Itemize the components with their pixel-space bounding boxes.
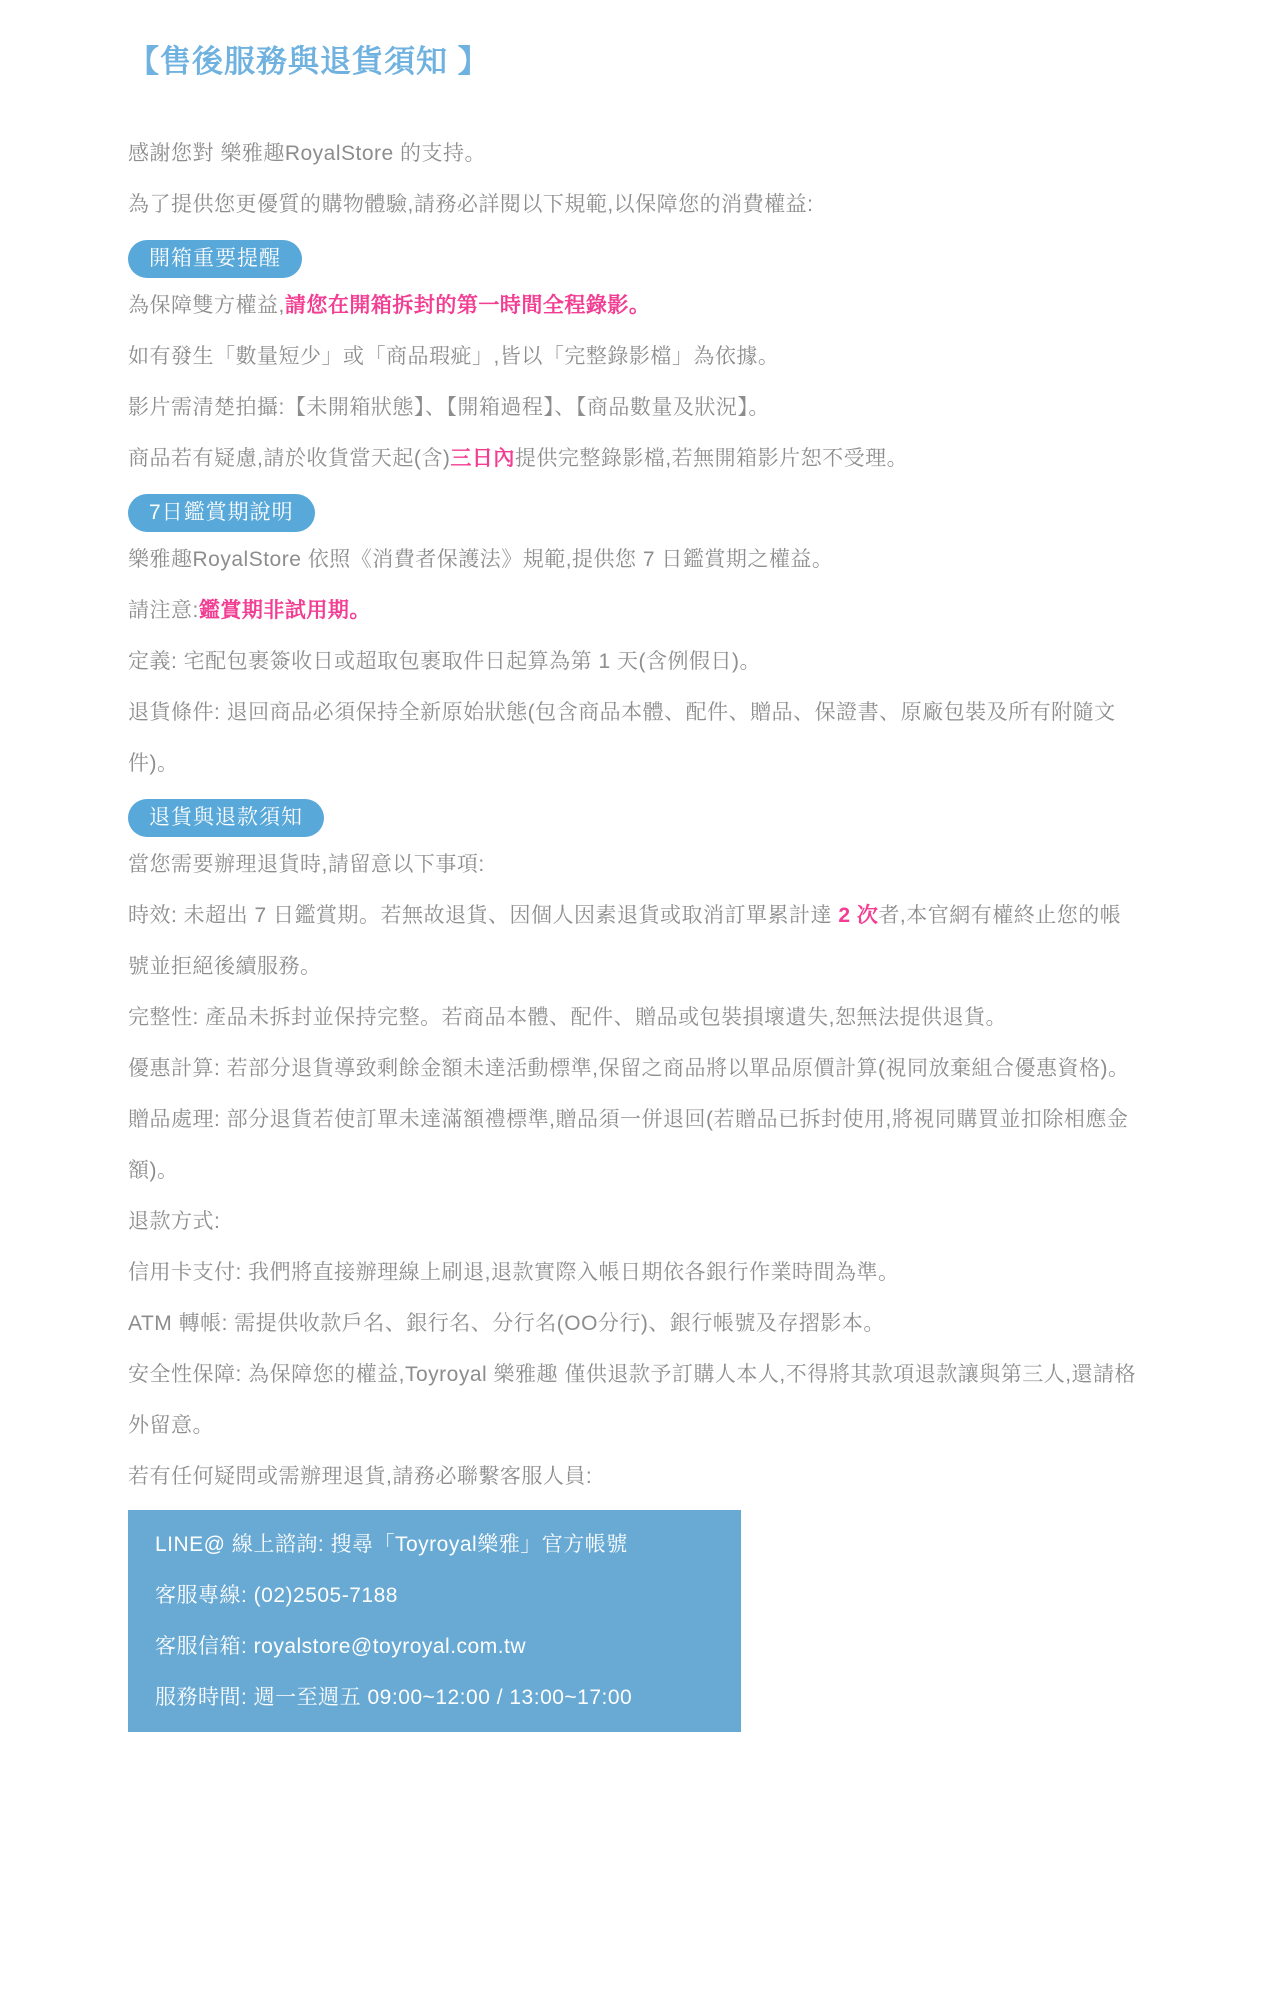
unboxing-recording-highlight: 請您在開箱拆封的第一時間全程錄影。 xyxy=(284,294,651,317)
unboxing-recording-gray: 為保障雙方權益, xyxy=(128,294,285,317)
refund-security-line: 安全性保障: 為保障您的權益,Toyroyal 樂雅趣 僅供退款予訂購人本人,不得將其款項退款讓與第三人,還請格外留意。 xyxy=(128,1363,1137,1437)
section-trial-badge-row xyxy=(128,494,1140,532)
contact-phone: 客服專線: (02)2505-7188 xyxy=(155,1584,398,1607)
intro-line-notice: 為了提供您更優質的購物體驗,請務必詳閱以下規範,以保障您的消費權益: xyxy=(128,193,814,216)
trial-notice-gray: 請注意: xyxy=(128,599,199,622)
contact-hours: 服務時間: 週一至週五 09:00~12:00 / 13:00~17:00 xyxy=(155,1686,633,1709)
unboxing-deadline-highlight: 三日內 xyxy=(450,447,515,470)
badge-return-refund: 退貨與退款須知 xyxy=(128,799,324,837)
refund-time-limit-line xyxy=(128,890,1140,992)
trial-law-line: 樂雅趣RoyalStore 依照《消費者保護法》規範,提供您 7 日鑑賞期之權益。 xyxy=(128,548,834,571)
unboxing-deadline-line xyxy=(128,433,1140,484)
contact-info-box xyxy=(128,1510,741,1732)
unboxing-deadline-b: 提供完整錄影檔,若無開箱影片恕不受理。 xyxy=(514,447,909,470)
refund-gift-line: 贈品處理: 部分退貨若使訂單未達滿額禮標準,贈品須一併退回(若贈品已拆封使用,將視同購買並扣除相應金額)。 xyxy=(128,1108,1129,1182)
unboxing-evidence-line: 如有發生「數量短少」或「商品瑕疵」,皆以「完整錄影檔」為依據。 xyxy=(128,345,780,368)
refund-discount-line: 優惠計算: 若部分退貨導致剩餘金額未達活動標準,保留之商品將以單品原價計算(視同放棄組合優惠資格)。 xyxy=(128,1057,1130,1080)
page-title: 【售後服務與退貨須知 】 xyxy=(128,44,490,79)
badge-trial-period: 7日鑑賞期說明 xyxy=(128,494,315,532)
refund-intro-line: 當您需要辦理退貨時,請留意以下事項: xyxy=(128,853,485,876)
trial-return-condition-line: 退貨條件: 退回商品必須保持全新原始狀態(包含商品本體、配件、贈品、保證書、原廠包裝及所有附隨文件)。 xyxy=(128,701,1116,775)
refund-integrity-line: 完整性: 產品未拆封並保持完整。若商品本體、配件、贈品或包裝損壞遺失,恕無法提供退貨。 xyxy=(128,1006,1007,1029)
refund-time-limit-a: 時效: 未超出 7 日鑑賞期。若無故退貨、因個人因素退貨或取消訂單累計達 xyxy=(128,904,839,927)
refund-atm-line: ATM 轉帳: 需提供收款戶名、銀行名、分行名(OO分行)、銀行帳號及存摺影本。 xyxy=(128,1312,885,1335)
unboxing-video-requirements-line: 影片需清楚拍攝:【未開箱狀態】、【開箱過程】、【商品數量及狀況】。 xyxy=(128,396,770,419)
trial-definition-line: 定義: 宅配包裹簽收日或超取包裹取件日起算為第 1 天(含例假日)。 xyxy=(128,650,762,673)
intro-line-thanks: 感謝您對 樂雅趣RoyalStore 的支持。 xyxy=(128,142,487,165)
refund-methods-label: 退款方式: xyxy=(128,1210,221,1233)
section-unboxing-badge-row xyxy=(128,240,1140,278)
trial-notice-line xyxy=(128,585,1140,636)
unboxing-deadline-a: 商品若有疑慮,請於收貨當天起(含) xyxy=(128,447,451,470)
refund-time-limit-b: 者,本官網有權終止您的帳號並拒絕後續服務。 xyxy=(128,904,1122,978)
refund-credit-card-line: 信用卡支付: 我們將直接辦理線上刷退,退款實際入帳日期依各銀行作業時間為準。 xyxy=(128,1261,900,1284)
contact-line-at: LINE@ 線上諮詢: 搜尋「Toyroyal樂雅」官方帳號 xyxy=(155,1533,628,1556)
trial-notice-highlight: 鑑賞期非試用期。 xyxy=(198,599,371,622)
contact-email: 客服信箱: royalstore@toyroyal.com.tw xyxy=(155,1635,527,1658)
refund-time-limit-highlight: 2 次 xyxy=(838,904,879,927)
section-refund-badge-row xyxy=(128,799,1140,837)
contact-heading: 若有任何疑問或需辦理退貨,請務必聯繫客服人員: xyxy=(128,1465,593,1488)
badge-unboxing-reminder: 開箱重要提醒 xyxy=(128,240,302,278)
unboxing-recording-line xyxy=(128,280,1140,331)
